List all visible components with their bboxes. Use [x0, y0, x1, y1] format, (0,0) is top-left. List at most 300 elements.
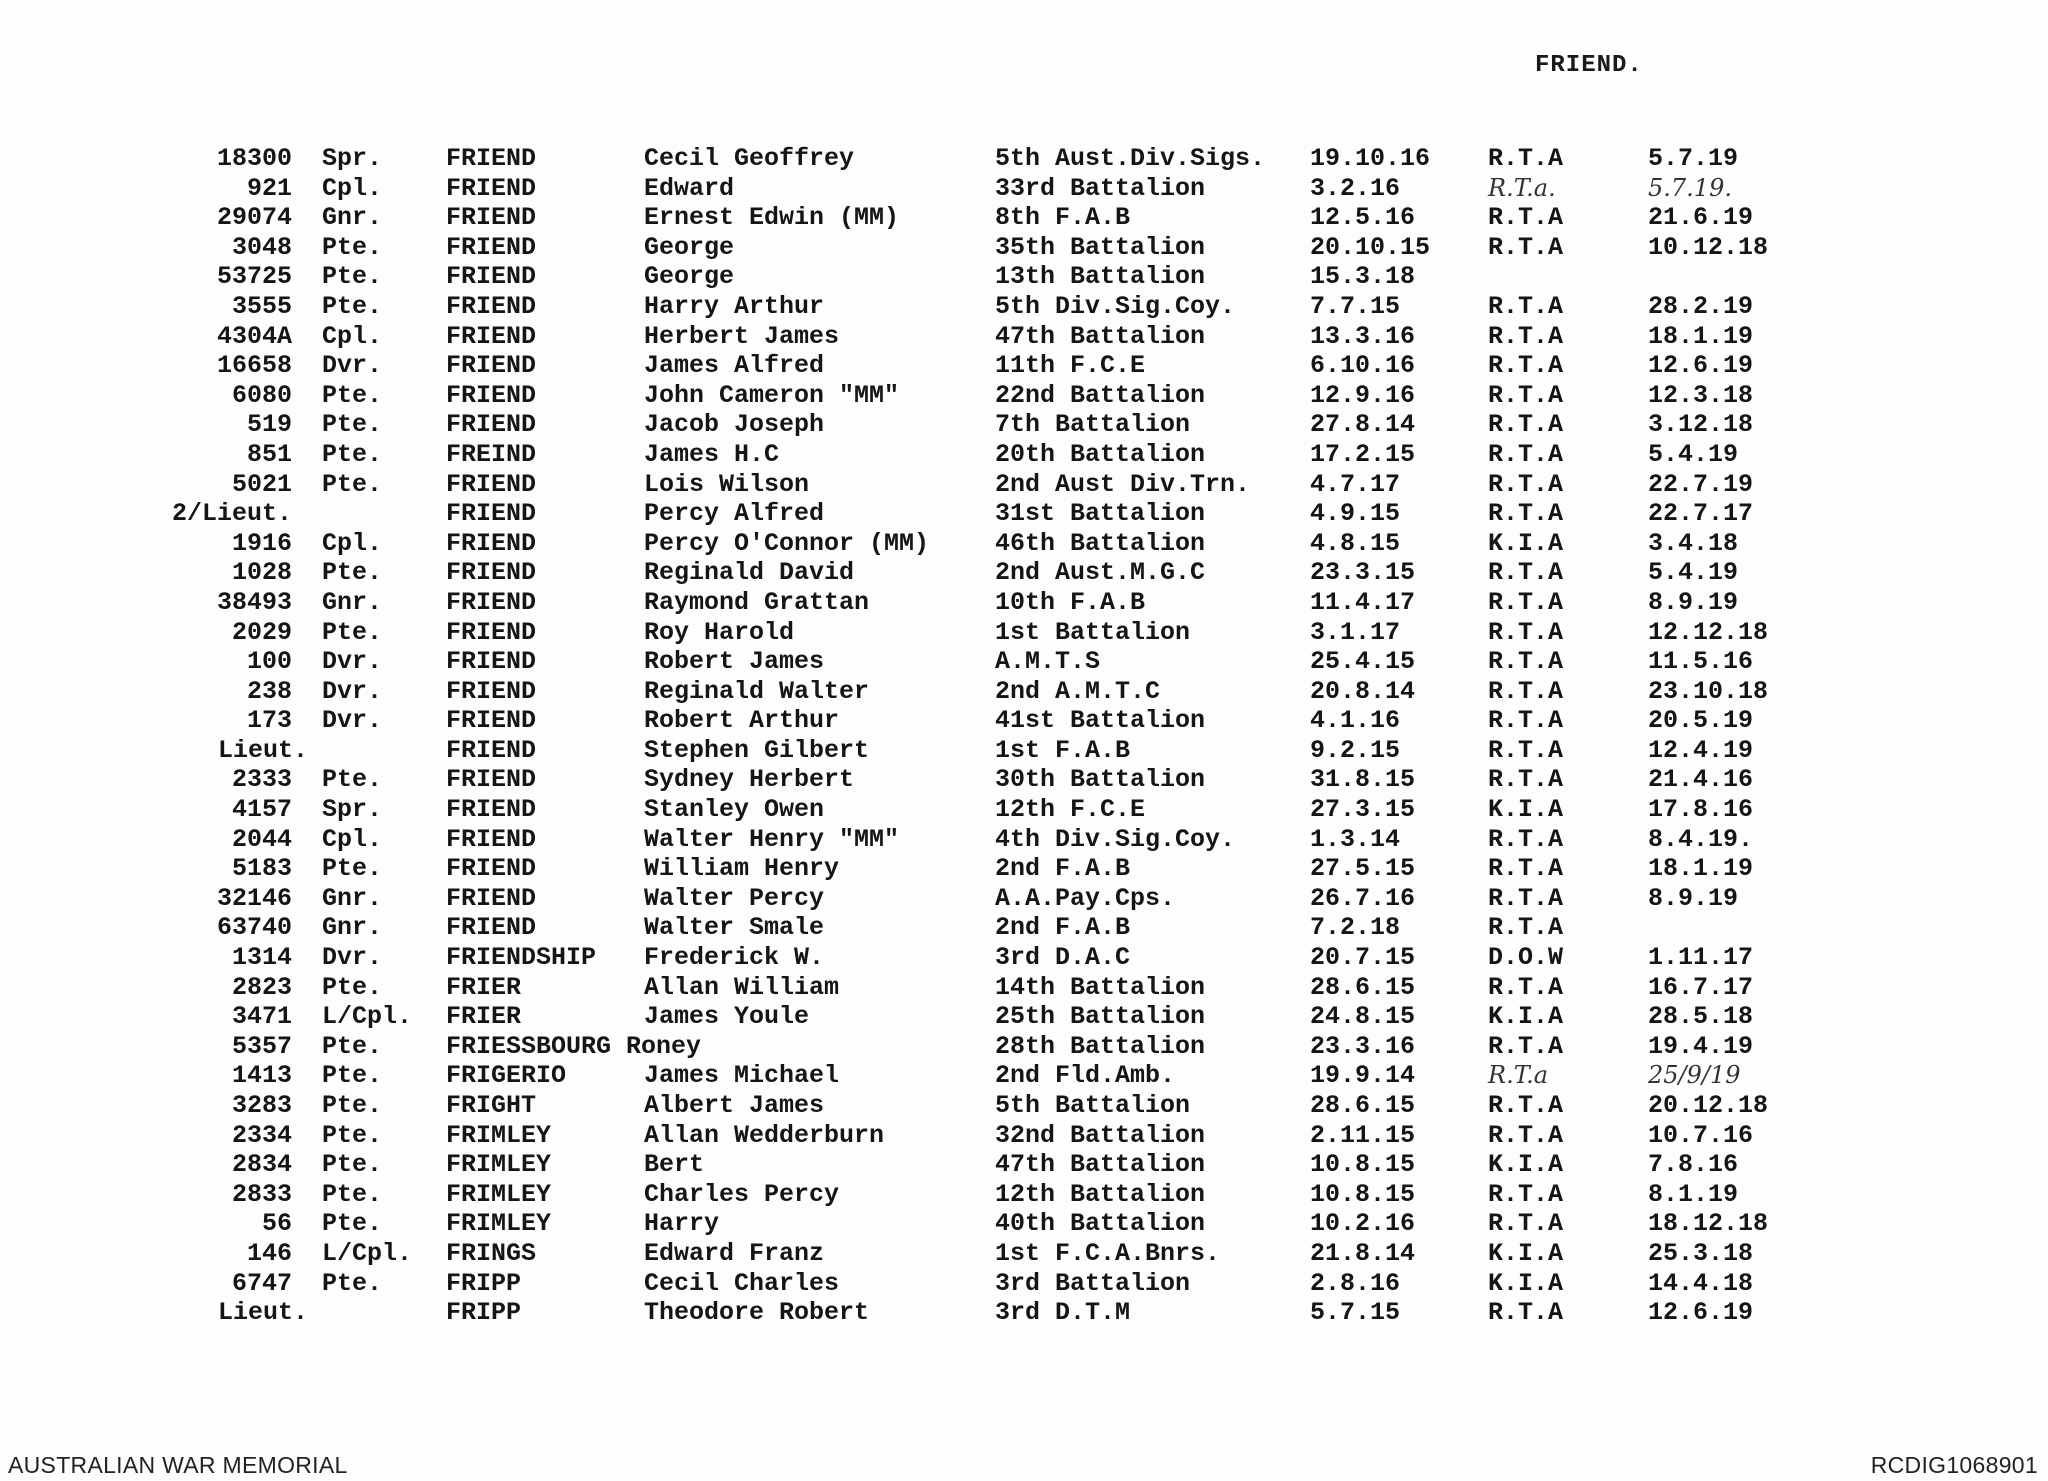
surname: FRIEND — [446, 854, 537, 884]
surname: FRIEND — [446, 735, 537, 765]
fate-date: 14.4.18 — [1648, 1268, 1754, 1298]
unit: A.A.Pay.Cps. — [995, 883, 1176, 913]
surname: FRIEND — [446, 883, 537, 913]
fate-date: 12.12.18 — [1648, 617, 1769, 647]
table-row — [0, 706, 2048, 736]
table-row — [0, 765, 2048, 795]
surname: FRIEND — [446, 795, 537, 825]
rank: Gnr. — [322, 203, 383, 233]
surname: FRIENDSHIP — [446, 943, 597, 973]
fate: R.T.A — [1488, 439, 1564, 469]
table-row — [0, 292, 2048, 322]
fate: R.T.A — [1488, 587, 1564, 617]
surname: FRIEND — [446, 706, 537, 736]
fate: R.T.A — [1488, 558, 1564, 588]
unit: 32nd Battalion — [995, 1120, 1206, 1150]
service-number: 3471 — [231, 1002, 292, 1032]
rank: Pte. — [322, 232, 383, 262]
table-row — [0, 144, 2048, 174]
given-names: Theodore Robert — [644, 1298, 870, 1328]
given-names: Ernest Edwin (MM) — [644, 203, 900, 233]
fate: R.T.A — [1488, 1298, 1564, 1328]
surname: FRIEND — [446, 558, 537, 588]
table-row — [0, 1061, 2048, 1091]
unit: 2nd F.A.B — [995, 854, 1131, 884]
enlistment-date: 2.8.16 — [1310, 1268, 1401, 1298]
service-number: 1413 — [231, 1061, 292, 1091]
table-row — [0, 1091, 2048, 1121]
table-row — [0, 647, 2048, 677]
table-row — [0, 558, 2048, 588]
service-number: 3555 — [231, 291, 292, 321]
service-number: 146 — [246, 1238, 292, 1268]
unit: 12th Battalion — [995, 1179, 1206, 1209]
unit: 31st Battalion — [995, 499, 1206, 529]
service-number: 2334 — [231, 1120, 292, 1150]
surname: FRIEND — [446, 647, 537, 677]
fate-date: 10.7.16 — [1648, 1120, 1754, 1150]
unit: 2nd F.A.B — [995, 913, 1131, 943]
unit: 28th Battalion — [995, 1031, 1206, 1061]
service-number: 2833 — [231, 1179, 292, 1209]
fate: R.T.A — [1488, 291, 1564, 321]
service-number: 63740 — [216, 913, 292, 943]
enlistment-date: 26.7.16 — [1310, 883, 1416, 913]
fate-date: 18.12.18 — [1648, 1209, 1769, 1239]
service-number: 2044 — [231, 824, 292, 854]
unit: 1st F.A.B — [995, 735, 1131, 765]
fate-date: 12.6.19 — [1648, 351, 1754, 381]
rank: Cpl. — [322, 173, 383, 203]
rank: Gnr. — [322, 913, 383, 943]
service-number: 4157 — [231, 795, 292, 825]
table-row — [0, 1209, 2048, 1239]
fate-date: 3.12.18 — [1648, 410, 1754, 440]
service-number: 5021 — [231, 469, 292, 499]
fate-date: 22.7.19 — [1648, 469, 1754, 499]
rank: Pte. — [322, 1209, 383, 1239]
service-number: 100 — [246, 647, 292, 677]
given-names: Walter Henry "MM" — [644, 824, 900, 854]
given-names: Cecil Geoffrey — [644, 144, 855, 173]
table-row — [0, 470, 2048, 500]
service-number: Lieut. — [218, 735, 309, 765]
enlistment-date: 27.8.14 — [1310, 410, 1416, 440]
unit: A.M.T.S — [995, 647, 1101, 677]
given-names: Raymond Grattan — [644, 587, 870, 617]
rank: L/Cpl. — [322, 1238, 413, 1268]
enlistment-date: 7.7.15 — [1310, 291, 1401, 321]
given-names: George — [644, 232, 735, 262]
service-number: 16658 — [216, 351, 292, 381]
unit: 2nd Fld.Amb. — [995, 1061, 1176, 1091]
enlistment-date: 23.3.16 — [1310, 1031, 1416, 1061]
rank: Pte. — [322, 1179, 383, 1209]
fate-date: 28.5.18 — [1648, 1002, 1754, 1032]
fate: R.T.A — [1488, 144, 1564, 173]
surname: FRIEND — [446, 232, 537, 262]
enlistment-date: 1.3.14 — [1310, 824, 1401, 854]
fate: K.I.A — [1488, 1238, 1564, 1268]
enlistment-date: 17.2.15 — [1310, 439, 1416, 469]
rank: Cpl. — [322, 321, 383, 351]
unit: 12th F.C.E — [995, 795, 1146, 825]
surname: FRIEND — [446, 587, 537, 617]
surname: FRIEND — [446, 351, 537, 381]
fate: R.T.A — [1488, 1209, 1564, 1239]
table-row — [0, 174, 2048, 204]
unit: 13th Battalion — [995, 262, 1206, 292]
unit: 1st Battalion — [995, 617, 1191, 647]
unit: 1st F.C.A.Bnrs. — [995, 1238, 1221, 1268]
table-row — [0, 618, 2048, 648]
unit: 2nd Aust Div.Trn. — [995, 469, 1251, 499]
unit: 10th F.A.B — [995, 587, 1146, 617]
rank: Pte. — [322, 1061, 383, 1091]
enlistment-date: 5.7.15 — [1310, 1298, 1401, 1328]
fate-date: 12.4.19 — [1648, 735, 1754, 765]
fate-date: 5.7.19 — [1648, 144, 1739, 173]
given-names: Stephen Gilbert — [644, 735, 870, 765]
table-row — [0, 1180, 2048, 1210]
surname: FRIMLEY — [446, 1179, 552, 1209]
given-names: John Cameron "MM" — [644, 380, 900, 410]
enlistment-date: 10.8.15 — [1310, 1179, 1416, 1209]
surname: FRIMLEY — [446, 1150, 552, 1180]
enlistment-date: 12.5.16 — [1310, 203, 1416, 233]
fate: R.T.A — [1488, 676, 1564, 706]
table-row — [0, 351, 2048, 381]
rank: L/Cpl. — [322, 1002, 413, 1032]
unit: 5th Aust.Div.Sigs. — [995, 144, 1266, 173]
table-row — [0, 588, 2048, 618]
enlistment-date: 31.8.15 — [1310, 765, 1416, 795]
given-names: Bert — [644, 1150, 705, 1180]
surname: FRIEND — [446, 291, 537, 321]
surname: FRIPP — [446, 1268, 522, 1298]
fate: R.T.A — [1488, 380, 1564, 410]
fate-date: 21.4.16 — [1648, 765, 1754, 795]
enlistment-date: 25.4.15 — [1310, 647, 1416, 677]
service-number: 29074 — [216, 203, 292, 233]
unit: 14th Battalion — [995, 972, 1206, 1002]
surname: FRIEND — [446, 144, 537, 173]
table-row — [0, 529, 2048, 559]
enlistment-date: 27.3.15 — [1310, 795, 1416, 825]
fate-date: 20.12.18 — [1648, 1091, 1769, 1120]
unit: 2nd Aust.M.G.C — [995, 558, 1206, 588]
surname: FRIER — [446, 972, 522, 1002]
table-row — [0, 1150, 2048, 1180]
table-row — [0, 233, 2048, 263]
surname: FRIPP — [446, 1298, 522, 1328]
surname: FRIMLEY — [446, 1120, 552, 1150]
unit: 4th Div.Sig.Coy. — [995, 824, 1236, 854]
enlistment-date: 28.6.15 — [1310, 1091, 1416, 1120]
given-names: Charles Percy — [644, 1179, 840, 1209]
enlistment-date: 10.2.16 — [1310, 1209, 1416, 1239]
enlistment-date: 28.6.15 — [1310, 972, 1416, 1002]
fate: R.T.A — [1488, 1091, 1564, 1120]
unit: 35th Battalion — [995, 232, 1206, 262]
surname: FRIMLEY — [446, 1209, 552, 1239]
footer-institution: AUSTRALIAN WAR MEMORIAL — [8, 1452, 348, 1478]
fate-date: 5.4.19 — [1648, 558, 1739, 588]
enlistment-date: 11.4.17 — [1310, 587, 1416, 617]
fate-date: 25.3.18 — [1648, 1238, 1754, 1268]
surname: FRIEND — [446, 676, 537, 706]
given-names: Percy Alfred — [644, 499, 825, 529]
rank: Cpl. — [322, 824, 383, 854]
fate: R.T.A — [1488, 232, 1564, 262]
service-number: Lieut. — [218, 1298, 309, 1328]
table-row — [0, 1239, 2048, 1269]
service-number: 32146 — [216, 883, 292, 913]
table-row — [0, 499, 2048, 529]
enlistment-date: 24.8.15 — [1310, 1002, 1416, 1032]
fate: R.T.A — [1488, 913, 1564, 943]
fate-date: 25/9/19 — [1648, 1061, 1741, 1090]
fate-date: 12.6.19 — [1648, 1298, 1754, 1328]
rank: Pte. — [322, 617, 383, 647]
enlistment-date: 19.10.16 — [1310, 144, 1431, 173]
enlistment-date: 19.9.14 — [1310, 1061, 1416, 1091]
fate: R.T.A — [1488, 706, 1564, 736]
rank: Pte. — [322, 1120, 383, 1150]
service-number: 3283 — [231, 1091, 292, 1120]
fate: R.T.A — [1488, 854, 1564, 884]
service-number: 921 — [246, 173, 292, 203]
given-names: Walter Smale — [644, 913, 825, 943]
given-names: Edward Franz — [644, 1238, 825, 1268]
unit: 47th Battalion — [995, 1150, 1206, 1180]
given-names: Reginald David — [644, 558, 855, 588]
enlistment-date: 4.7.17 — [1310, 469, 1401, 499]
fate: R.T.A — [1488, 647, 1564, 677]
enlistment-date: 20.10.15 — [1310, 232, 1431, 262]
rank: Pte. — [322, 854, 383, 884]
table-row — [0, 795, 2048, 825]
given-names: James Alfred — [644, 351, 825, 381]
table-row — [0, 1298, 2048, 1328]
service-number: 173 — [246, 706, 292, 736]
rank: Pte. — [322, 410, 383, 440]
fate: K.I.A — [1488, 1268, 1564, 1298]
surname: FRIEND — [446, 410, 537, 440]
rank: Cpl. — [322, 528, 383, 558]
given-names: Lois Wilson — [644, 469, 810, 499]
unit: 40th Battalion — [995, 1209, 1206, 1239]
unit: 46th Battalion — [995, 528, 1206, 558]
fate: R.T.a — [1488, 1061, 1549, 1090]
rank: Pte. — [322, 469, 383, 499]
service-number: 519 — [246, 410, 292, 440]
enlistment-date: 9.2.15 — [1310, 735, 1401, 765]
fate-date: 11.5.16 — [1648, 647, 1754, 677]
fate-date: 1.11.17 — [1648, 943, 1754, 973]
rank: Spr. — [322, 144, 383, 173]
fate: R.T.A — [1488, 321, 1564, 351]
table-row — [0, 943, 2048, 973]
service-number: 1314 — [231, 943, 292, 973]
given-names: Percy O'Connor (MM) — [644, 528, 930, 558]
fate-date: 12.3.18 — [1648, 380, 1754, 410]
given-names: Robert James — [644, 647, 825, 677]
fate-date: 5.4.19 — [1648, 439, 1739, 469]
surname: FRINGS — [446, 1238, 537, 1268]
fate-date: 16.7.17 — [1648, 972, 1754, 1002]
service-number: 2/Lieut. — [171, 499, 292, 529]
fate-date: 22.7.17 — [1648, 499, 1754, 529]
fate-date: 28.2.19 — [1648, 291, 1754, 321]
fate-date: 8.4.19. — [1648, 824, 1754, 854]
given-names: James Youle — [644, 1002, 810, 1032]
enlistment-date: 3.2.16 — [1310, 173, 1401, 203]
fate: R.T.A — [1488, 972, 1564, 1002]
service-number: 1916 — [231, 528, 292, 558]
service-number: 18300 — [216, 144, 292, 173]
table-row — [0, 677, 2048, 707]
enlistment-date: 23.3.15 — [1310, 558, 1416, 588]
fate: K.I.A — [1488, 1150, 1564, 1180]
surname: FRIEND — [446, 262, 537, 292]
table-row — [0, 854, 2048, 884]
given-names: Cecil Charles — [644, 1268, 840, 1298]
given-names: Robert Arthur — [644, 706, 840, 736]
service-number: 6747 — [231, 1268, 292, 1298]
enlistment-date: 4.8.15 — [1310, 528, 1401, 558]
surname: FRIGHT — [446, 1091, 537, 1120]
service-number: 1028 — [231, 558, 292, 588]
fate-date: 10.12.18 — [1648, 232, 1769, 262]
unit: 5th Battalion — [995, 1091, 1191, 1120]
service-number: 53725 — [216, 262, 292, 292]
rank: Dvr. — [322, 706, 383, 736]
table-row — [0, 913, 2048, 943]
fate-date: 17.8.16 — [1648, 795, 1754, 825]
fate-date: 18.1.19 — [1648, 321, 1754, 351]
nominal-roll-list — [0, 144, 2048, 1328]
fate: R.T.A — [1488, 617, 1564, 647]
surname: FRIEND — [446, 499, 537, 529]
rank: Dvr. — [322, 676, 383, 706]
service-number: 56 — [261, 1209, 292, 1239]
table-row — [0, 1269, 2048, 1299]
unit: 41st Battalion — [995, 706, 1206, 736]
given-names: Herbert James — [644, 321, 840, 351]
enlistment-date: 4.9.15 — [1310, 499, 1401, 529]
surname: FRIESSBOURG Roney — [446, 1031, 702, 1061]
given-names: William Henry — [644, 854, 840, 884]
unit: 3rd D.T.M — [995, 1298, 1131, 1328]
rank: Pte. — [322, 1268, 383, 1298]
fate: R.T.A — [1488, 469, 1564, 499]
enlistment-date: 12.9.16 — [1310, 380, 1416, 410]
given-names: Frederick W. — [644, 943, 825, 973]
fate: R.T.A — [1488, 1120, 1564, 1150]
given-names: James Michael — [644, 1061, 840, 1091]
given-names: Edward — [644, 173, 735, 203]
service-number: 5357 — [231, 1031, 292, 1061]
given-names: Reginald Walter — [644, 676, 870, 706]
rank: Pte. — [322, 558, 383, 588]
service-number: 5183 — [231, 854, 292, 884]
service-number: 3048 — [231, 232, 292, 262]
unit: 8th F.A.B — [995, 203, 1131, 233]
enlistment-date: 15.3.18 — [1310, 262, 1416, 292]
unit: 3rd D.A.C — [995, 943, 1131, 973]
enlistment-date: 2.11.15 — [1310, 1120, 1416, 1150]
fate: R.T.A — [1488, 499, 1564, 529]
table-row — [0, 440, 2048, 470]
footer-record-id: RCDIG1068901 — [1870, 1452, 2038, 1478]
given-names: Harry Arthur — [644, 291, 825, 321]
rank: Gnr. — [322, 883, 383, 913]
service-number: 38493 — [216, 587, 292, 617]
service-number: 6080 — [231, 380, 292, 410]
table-row — [0, 884, 2048, 914]
given-names: Albert James — [644, 1091, 825, 1120]
surname: FREIND — [446, 439, 537, 469]
enlistment-date: 4.1.16 — [1310, 706, 1401, 736]
fate-date: 18.1.19 — [1648, 854, 1754, 884]
fate: R.T.A — [1488, 1179, 1564, 1209]
fate: K.I.A — [1488, 1002, 1564, 1032]
surname: FRIEND — [446, 380, 537, 410]
fate: K.I.A — [1488, 795, 1564, 825]
rank: Gnr. — [322, 587, 383, 617]
table-row — [0, 1121, 2048, 1151]
fate-date: 7.8.16 — [1648, 1150, 1739, 1180]
rank: Spr. — [322, 795, 383, 825]
table-row — [0, 203, 2048, 233]
surname: FRIEND — [446, 203, 537, 233]
enlistment-date: 21.8.14 — [1310, 1238, 1416, 1268]
given-names: George — [644, 262, 735, 292]
fate-date: 8.9.19 — [1648, 587, 1739, 617]
fate: R.T.A — [1488, 351, 1564, 381]
enlistment-date: 3.1.17 — [1310, 617, 1401, 647]
rank: Dvr. — [322, 943, 383, 973]
rank: Pte. — [322, 439, 383, 469]
surname: FRIEND — [446, 528, 537, 558]
rank: Pte. — [322, 380, 383, 410]
rank: Pte. — [322, 1150, 383, 1180]
rank: Pte. — [322, 262, 383, 292]
rank: Pte. — [322, 972, 383, 1002]
surname: FRIEND — [446, 913, 537, 943]
service-number: 851 — [246, 439, 292, 469]
unit: 25th Battalion — [995, 1002, 1206, 1032]
unit: 3rd Battalion — [995, 1268, 1191, 1298]
table-row — [0, 973, 2048, 1003]
unit: 20th Battalion — [995, 439, 1206, 469]
fate: R.T.A — [1488, 410, 1564, 440]
given-names: Stanley Owen — [644, 795, 825, 825]
table-row — [0, 322, 2048, 352]
table-row — [0, 262, 2048, 292]
service-number: 2823 — [231, 972, 292, 1002]
fate: D.O.W — [1488, 943, 1564, 973]
fate: R.T.A — [1488, 735, 1564, 765]
rank: Pte. — [322, 765, 383, 795]
given-names: Harry — [644, 1209, 720, 1239]
surname: FRIEND — [446, 617, 537, 647]
unit: 7th Battalion — [995, 410, 1191, 440]
enlistment-date: 7.2.18 — [1310, 913, 1401, 943]
fate: K.I.A — [1488, 528, 1564, 558]
fate-date: 20.5.19 — [1648, 706, 1754, 736]
